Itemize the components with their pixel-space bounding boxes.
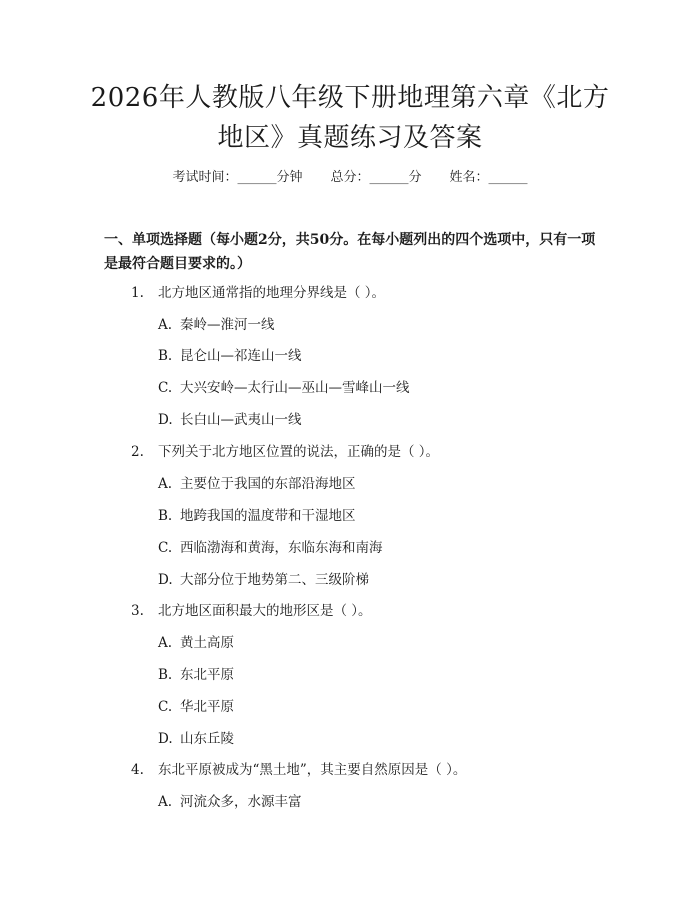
option-letter: A.: [158, 317, 173, 333]
option-letter: C.: [158, 540, 173, 556]
question-3: [131, 601, 372, 621]
option-text: 地跨我国的温度带和干湿地区: [180, 508, 356, 524]
question-number: 2.: [131, 444, 144, 460]
option-letter: B.: [158, 508, 173, 524]
option-text: 华北平原: [180, 699, 234, 715]
option-text: 东北平原: [180, 667, 234, 683]
question-2-option-b: [158, 506, 356, 526]
question-2-option-a: [158, 474, 356, 494]
option-letter: D.: [158, 412, 173, 428]
question-number: 3.: [131, 603, 144, 619]
option-text: 山东丘陵: [180, 731, 234, 747]
question-3-option-b: [158, 665, 234, 685]
question-text: 东北平原被成为“黑土地”，其主要自然原因是（ ）。: [158, 762, 467, 778]
question-3-option-a: [158, 633, 234, 653]
question-2: [131, 442, 439, 462]
option-text: 长白山—武夷山一线: [180, 412, 302, 428]
exam-time: 考试时间：______分钟: [172, 170, 303, 185]
student-name: 姓名：______: [449, 170, 528, 185]
question-text: 北方地区通常指的地理分界线是（ ）。: [158, 285, 386, 301]
question-number: 1.: [131, 285, 144, 301]
option-text: 大部分位于地势第二、三级阶梯: [180, 572, 369, 588]
option-text: 昆仑山—祁连山一线: [180, 348, 302, 364]
exam-meta: [0, 168, 700, 188]
option-text: 秦岭—淮河一线: [180, 317, 275, 333]
option-letter: D.: [158, 731, 173, 747]
section-heading: [104, 228, 604, 276]
question-1: [131, 283, 385, 303]
title-line-2: 地区》真题练习及答案: [217, 123, 483, 153]
question-1-option-a: [158, 315, 275, 335]
question-3-option-d: [158, 729, 234, 749]
option-text: 主要位于我国的东部沿海地区: [180, 476, 356, 492]
question-1-option-b: [158, 346, 302, 366]
section-heading-line-1: 一、单项选择题（每小题2分，共50分。在每小题列出的四个选项中，只有一项: [104, 232, 596, 248]
option-text: 黄土高原: [180, 635, 234, 651]
question-1-option-d: [158, 410, 302, 430]
question-2-option-d: [158, 570, 369, 590]
question-2-option-c: [158, 538, 383, 558]
option-letter: A.: [158, 635, 173, 651]
option-letter: C.: [158, 380, 173, 396]
question-text: 下列关于北方地区位置的说法，正确的是（ ）。: [158, 444, 440, 460]
question-4: [131, 760, 466, 780]
question-3-option-c: [158, 697, 234, 717]
exam-score: 总分：______分: [330, 170, 422, 185]
question-number: 4.: [131, 762, 144, 778]
question-4-option-a: [158, 792, 302, 812]
option-text: 西临渤海和黄海，东临东海和南海: [180, 540, 383, 556]
option-text: 河流众多，水源丰富: [180, 794, 302, 810]
option-letter: C.: [158, 699, 173, 715]
option-letter: B.: [158, 348, 173, 364]
section-heading-line-2: 是最符合题目要求的。）: [104, 256, 251, 272]
question-text: 北方地区面积最大的地形区是（ ）。: [158, 603, 372, 619]
option-letter: B.: [158, 667, 173, 683]
option-letter: A.: [158, 476, 173, 492]
option-text: 大兴安岭—太行山—巫山—雪峰山一线: [180, 380, 410, 396]
title-line-1: 2026年人教版八年级下册地理第六章《北方: [90, 83, 610, 113]
option-letter: D.: [158, 572, 173, 588]
document-title: [0, 78, 700, 158]
question-1-option-c: [158, 378, 410, 398]
option-letter: A.: [158, 794, 173, 810]
